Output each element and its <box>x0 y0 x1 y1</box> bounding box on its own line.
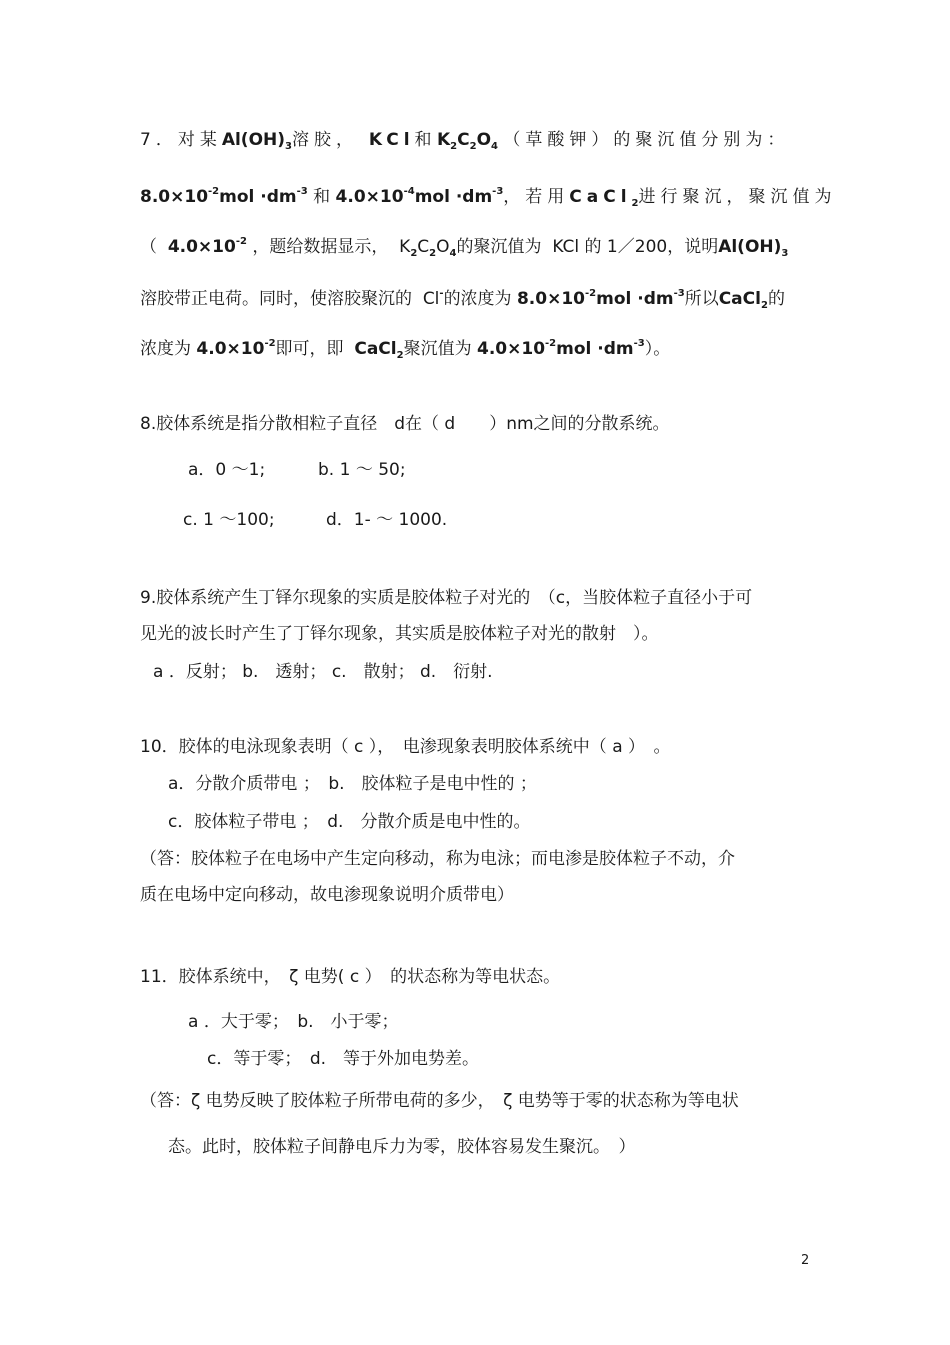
formula: Cl <box>422 289 440 309</box>
q7-line-1 <box>140 128 789 159</box>
q9-line-1: 9.胶体系统产生丁铎尔现象的实质是胶体粒子对光的 （c，当胶体粒子直径小于可 <box>140 588 753 608</box>
page-number: 2 <box>801 1253 810 1268</box>
q8-option-b: b. 1 ～ 50; <box>318 460 406 480</box>
text: KCl 的 1／200，说明 <box>552 237 719 257</box>
subscript: 2 <box>396 350 404 361</box>
text: ，题给数据显示， <box>252 237 389 257</box>
text: 溶胶带正电荷。同时，使溶胶聚沉的 <box>140 289 412 309</box>
formula: ) <box>773 237 782 257</box>
subscript: 3 <box>285 141 293 152</box>
superscript: -3 <box>673 288 685 299</box>
superscript: -2 <box>545 338 557 349</box>
subscript: 4 <box>449 248 457 259</box>
superscript: -4 <box>403 186 415 197</box>
q8-option-d: d．1- ～ 1000. <box>326 510 448 530</box>
unit: mol ·dm <box>219 187 297 207</box>
q9-line-2: 见光的波长时产生了丁铎尔现象，其实质是胶体粒子对光的散射 ）。 <box>140 624 659 644</box>
formula: CaCl <box>718 289 761 309</box>
formula: O <box>436 237 450 257</box>
q8-stem: 8.胶体系统是指分散相粒子直径 d在（ d ）nm之间的分散系统。 <box>140 414 670 434</box>
text: 和 <box>313 187 331 207</box>
subscript: 2 <box>410 248 418 259</box>
q11-options-ab: a ．大于零； b. 小于零； <box>188 1012 399 1032</box>
number: 4.0×10 <box>196 339 265 359</box>
unit: mol ·dm <box>414 187 493 207</box>
unit: mol ·dm <box>596 289 674 309</box>
formula: C <box>417 237 430 257</box>
superscript: -2 <box>208 186 220 197</box>
text: （草酸钾）的聚沉值分别为： <box>503 130 790 150</box>
formula: K <box>399 237 411 257</box>
formula: K <box>436 130 451 150</box>
text: 7．对某 <box>140 130 222 150</box>
text: ，若用 <box>503 187 570 207</box>
text: 浓度为 <box>140 339 191 359</box>
formula: KCl <box>368 130 415 150</box>
superscript: -2 <box>264 338 276 349</box>
q7-line-2 <box>140 180 837 216</box>
formula: Al(OH <box>718 237 774 257</box>
number: 4.0×10 <box>477 339 546 359</box>
q10-options-ab: a．分散介质带电 ； b. 胶体粒子是电中性的 ； <box>168 774 537 794</box>
number: 4.0×10 <box>167 237 236 257</box>
q11-stem: 11．胶体系统中， ζ 电势( c ） 的状态称为等电状态。 <box>140 967 561 987</box>
formula: Al(OH <box>221 130 278 150</box>
number: 8.0×10 <box>516 289 585 309</box>
formula: ) <box>277 130 286 150</box>
subscript: 3 <box>781 248 789 259</box>
formula: O <box>476 130 492 150</box>
text: 的聚沉值为 <box>456 237 542 257</box>
text: ）。 <box>644 339 671 359</box>
subscript: 2 <box>631 198 639 209</box>
q9-options: a ．反射； b. 透射； c. 散射； d. 衍射. <box>153 662 493 682</box>
text: 聚沉值为 <box>403 339 472 359</box>
q10-answer-2: 质在电场中定向移动，故电渗现象说明介质带电） <box>140 885 514 905</box>
formula: CaCl <box>569 187 632 207</box>
q10-options-cd: c．胶体粒子带电 ； d. 分散介质是电中性的。 <box>168 812 531 832</box>
subscript: 2 <box>450 141 458 152</box>
subscript: 2 <box>760 300 768 311</box>
text: 和 <box>414 130 432 150</box>
q7-line-5 <box>140 332 670 368</box>
q7-line-3 <box>140 230 788 266</box>
text: （ <box>140 237 157 257</box>
q11-answer-1: （答：ζ 电势反映了胶体粒子所带电荷的多少， ζ 电势等于零的状态称为等电状 <box>140 1091 739 1111</box>
superscript: -2 <box>235 236 247 247</box>
text: 溶胶， <box>292 130 359 150</box>
q10-answer-1: （答：胶体粒子在电场中产生定向移动，称为电泳；而电渗是胶体粒子不动，介 <box>140 849 735 869</box>
formula: C <box>457 130 470 150</box>
text: 进行聚沉，聚沉值为 <box>638 187 837 207</box>
superscript: -3 <box>296 186 308 197</box>
formula: CaCl <box>354 339 397 359</box>
text: 的浓度为 <box>443 289 512 309</box>
q11-answer-2: 态。此时，胶体粒子间静电斥力为零，胶体容易发生聚沉。 ） <box>168 1137 636 1157</box>
text: 的 <box>767 289 785 309</box>
superscript: -2 <box>585 288 597 299</box>
subscript: 2 <box>469 141 477 152</box>
q8-option-a: a．0 ～1; <box>188 460 266 480</box>
text: 所以 <box>684 289 719 309</box>
superscript: -3 <box>492 186 504 197</box>
q8-option-c: c. 1 ～100; <box>183 510 275 530</box>
number: 8.0×10 <box>140 187 209 207</box>
text: 即可，即 <box>275 339 344 359</box>
q11-options-cd: c．等于零； d. 等于外加电势差。 <box>207 1049 480 1069</box>
superscript: - <box>439 288 444 299</box>
number: 4.0×10 <box>335 187 404 207</box>
subscript: 4 <box>491 141 498 152</box>
unit: mol ·dm <box>556 339 634 359</box>
q7-line-4 <box>140 282 785 318</box>
superscript: -3 <box>633 338 645 349</box>
subscript: 2 <box>429 248 437 259</box>
q10-stem: 10．胶体的电泳现象表明（ c ）， 电渗现象表明胶体系统中（ a ） 。 <box>140 737 671 757</box>
